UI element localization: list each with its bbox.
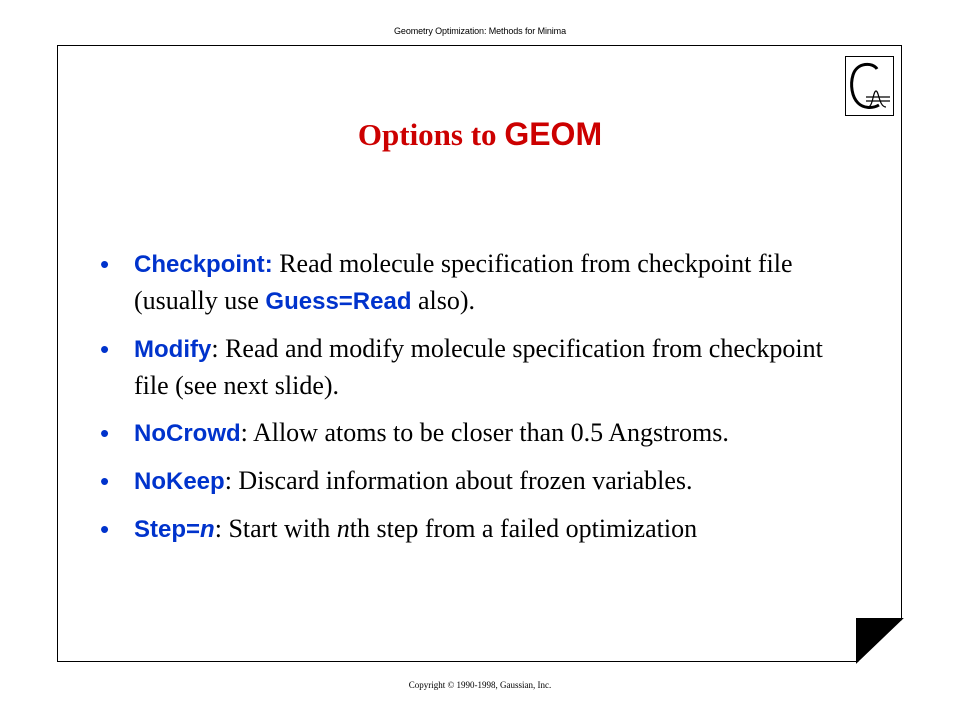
list-item-checkpoint bbox=[100, 246, 860, 320]
bullet-icon: • bbox=[100, 334, 110, 364]
option-description: Discard information about frozen variables. bbox=[231, 466, 693, 495]
slide-footer: Copyright © 1990-1998, Gaussian, Inc. bbox=[408, 680, 552, 690]
title-keyword: GEOM bbox=[504, 116, 603, 152]
option-name bbox=[134, 516, 215, 543]
inline-option: Guess=Read bbox=[265, 288, 412, 315]
option-colon: : bbox=[224, 466, 232, 495]
option-description-end: th step from a failed optimization bbox=[349, 514, 698, 543]
option-colon: : bbox=[240, 418, 248, 447]
page-title bbox=[0, 116, 960, 153]
list-item-step bbox=[100, 511, 860, 548]
bullet-icon: • bbox=[100, 249, 110, 279]
list-item-nocrowd bbox=[100, 415, 860, 452]
title-prefix: Options to bbox=[357, 117, 505, 152]
option-name: Modify bbox=[134, 336, 212, 363]
option-description: Read molecule specification from checkpoint file (usually use bbox=[134, 249, 793, 315]
option-name: NoKeep bbox=[134, 468, 225, 495]
option-name: Checkpoint bbox=[134, 251, 265, 278]
slide-header: Geometry Optimization: Methods for Minima bbox=[394, 26, 566, 36]
option-colon: : bbox=[214, 514, 222, 543]
option-description: Allow atoms to be closer than 0.5 Angstroms. bbox=[247, 418, 729, 447]
option-colon: : bbox=[211, 334, 219, 363]
option-description-end: also). bbox=[411, 286, 476, 315]
option-variable: n bbox=[200, 516, 215, 543]
option-colon: : bbox=[264, 251, 273, 278]
option-description: Read and modify molecule specification from checkpoint file (see next slide). bbox=[134, 334, 823, 400]
bullet-icon: • bbox=[100, 514, 110, 544]
option-name: NoCrowd bbox=[134, 420, 241, 447]
description-variable: n bbox=[336, 514, 350, 543]
bullet-icon: • bbox=[100, 418, 110, 448]
gaussian-logo-icon bbox=[845, 56, 894, 116]
option-name-prefix: Step= bbox=[134, 516, 201, 543]
page-corner-icon bbox=[856, 618, 904, 664]
bullet-icon: • bbox=[100, 466, 110, 496]
option-description: Start with bbox=[221, 514, 337, 543]
options-list bbox=[100, 246, 860, 559]
list-item-modify bbox=[100, 331, 860, 404]
list-item-nokeep bbox=[100, 463, 860, 500]
